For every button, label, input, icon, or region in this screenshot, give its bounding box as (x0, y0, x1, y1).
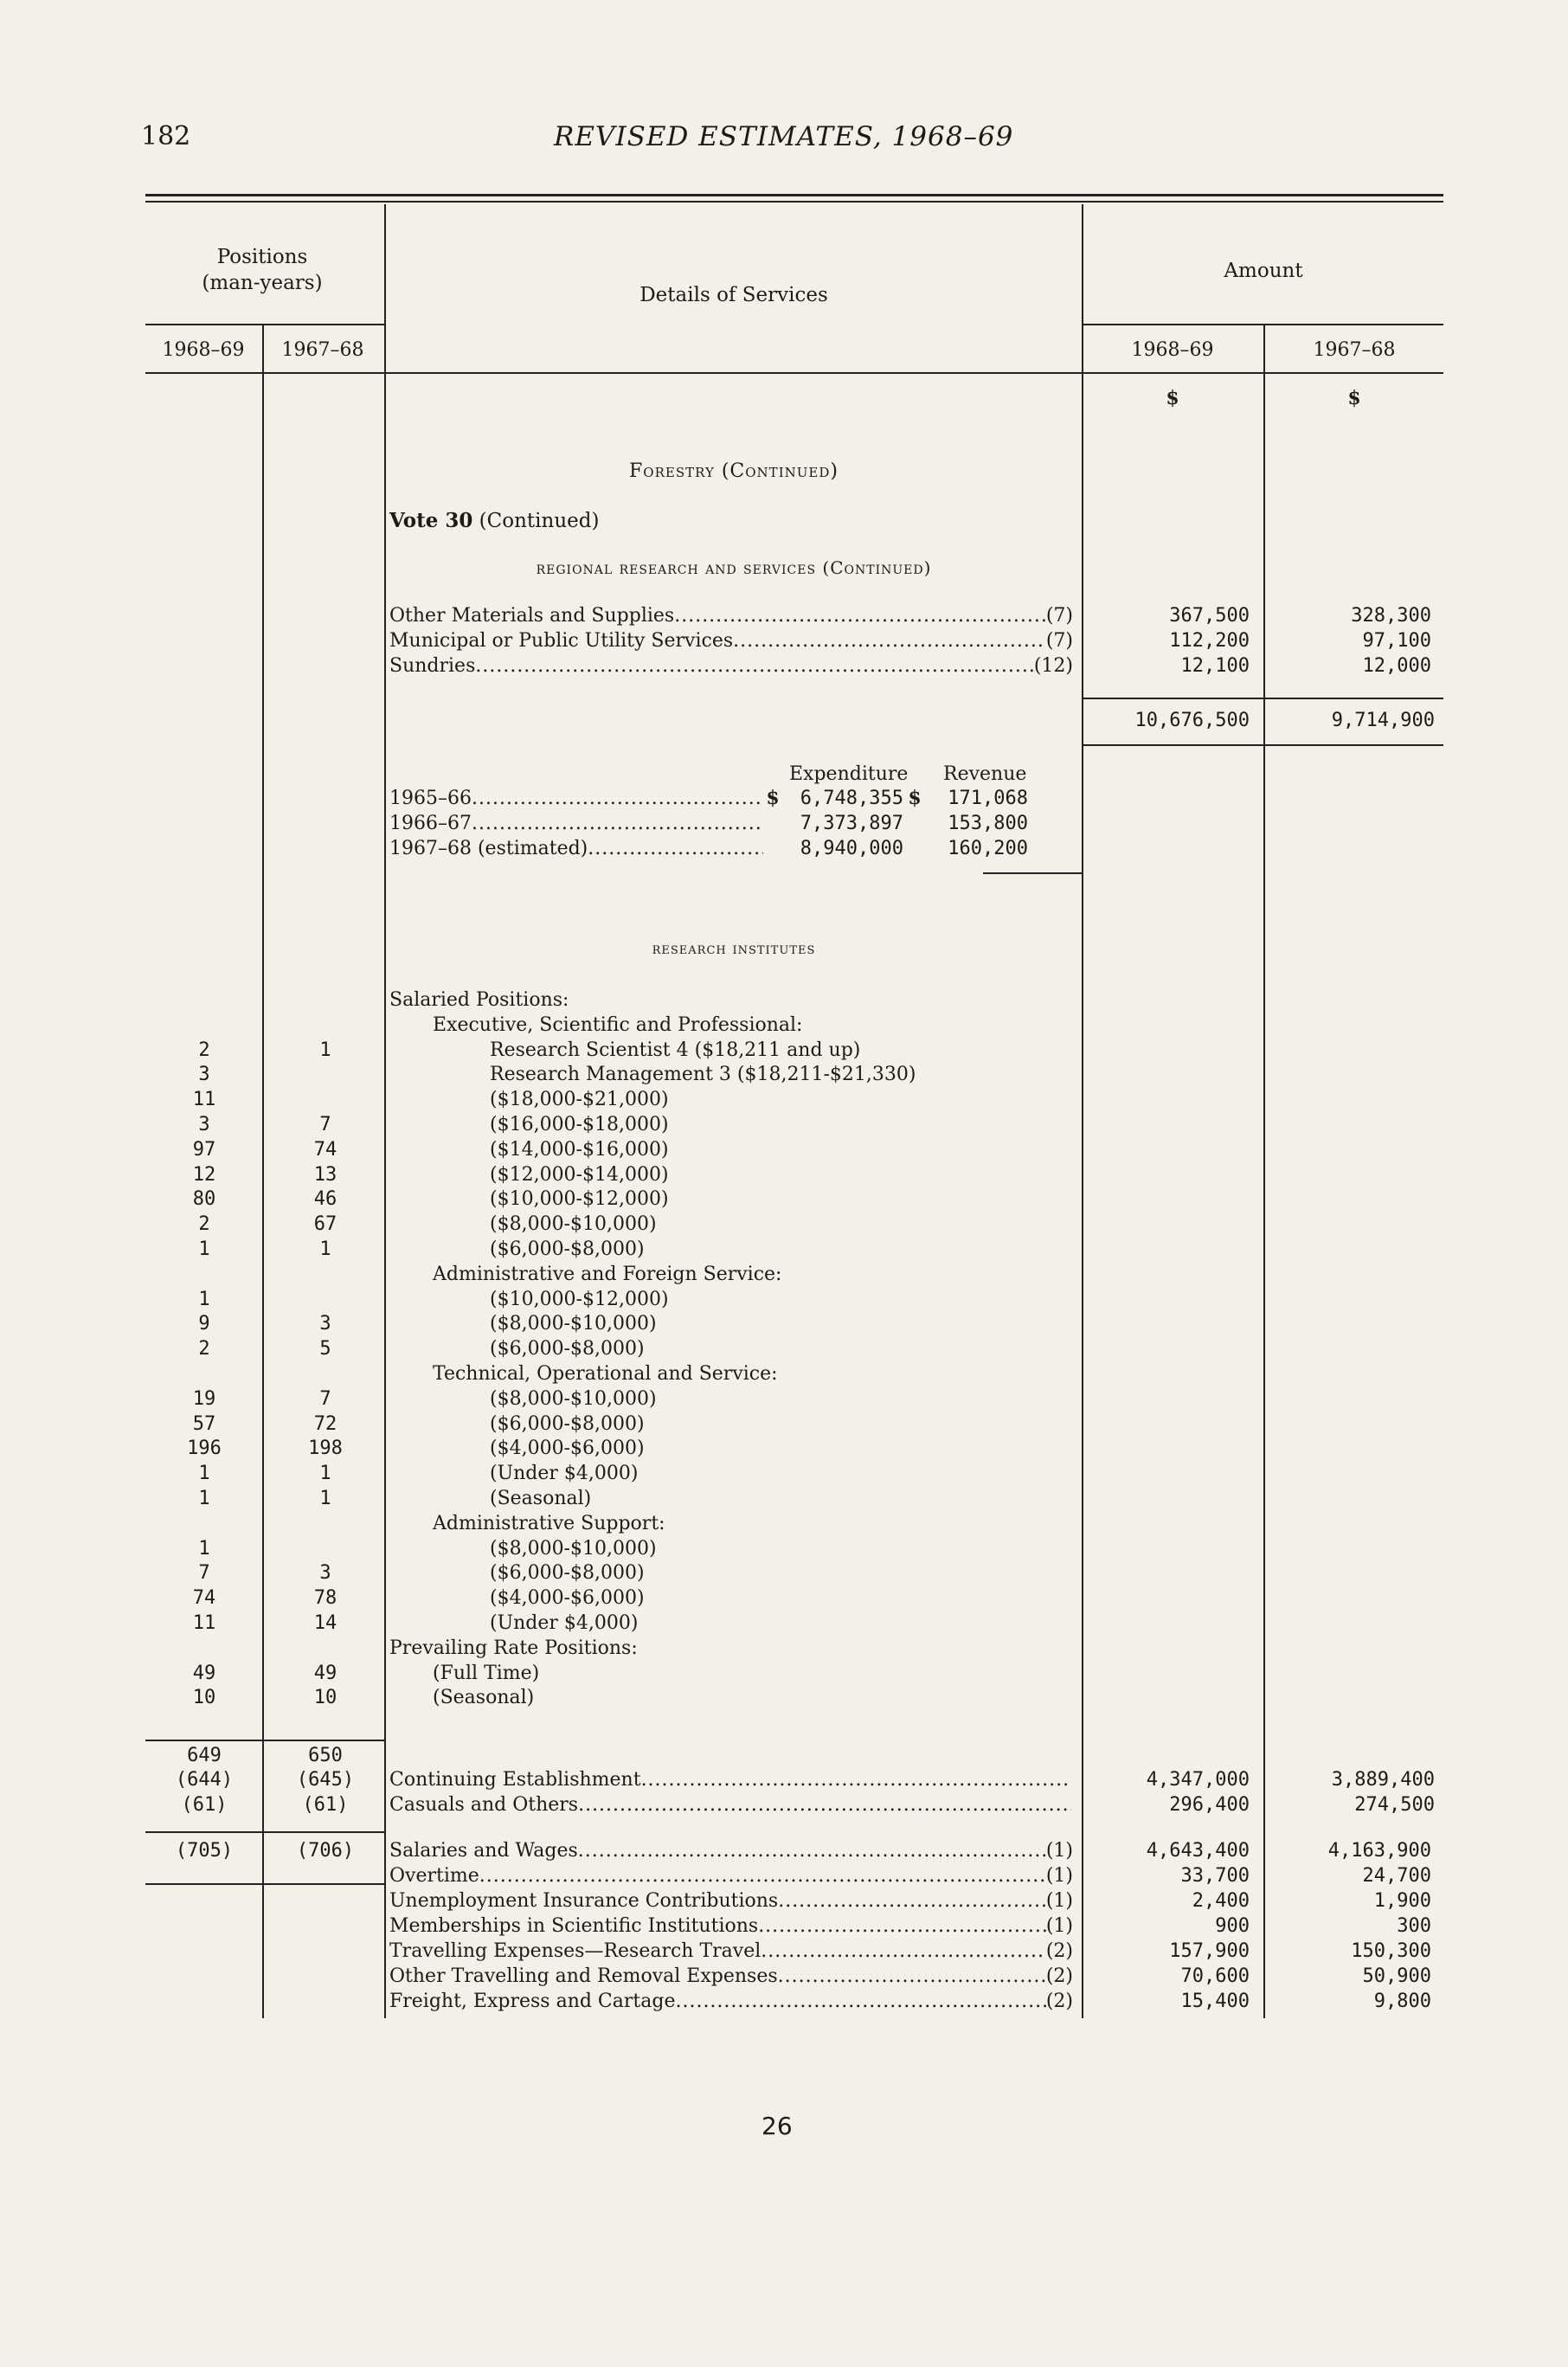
history-row (389, 811, 1082, 836)
position-count-1968: 2 (198, 1338, 210, 1360)
position-count-1967: 74 (313, 1138, 337, 1161)
position-row (145, 1560, 1083, 1586)
expense-amount-1968: 900 (1215, 1915, 1250, 1937)
position-count-1968: 1 (198, 1487, 210, 1509)
position-description: ($4,000-$6,000) (490, 1438, 645, 1460)
position-row (145, 1262, 1083, 1287)
item-amount-1967: 12,000 (1362, 655, 1431, 677)
position-count-1968: 3 (198, 1113, 210, 1135)
leader-dots (479, 1863, 1046, 1888)
regional-item-row (389, 628, 1443, 653)
casuals-positions-1967: (61) (302, 1794, 349, 1816)
page-code: 26 (762, 2112, 793, 2140)
col-amount-1967: 1967–68 (1313, 339, 1396, 361)
position-description: ($8,000-$10,000) (490, 1313, 657, 1335)
expense-amount-1968: 33,700 (1180, 1865, 1250, 1887)
regional-total-1967: 9,714,900 (1331, 710, 1435, 731)
institutes-heading: research institutes (652, 940, 816, 958)
position-count-1968: 1 (198, 1288, 210, 1310)
position-count-1968: 2 (198, 1213, 210, 1236)
position-row (145, 1062, 1083, 1087)
amount-header: Amount (1224, 260, 1303, 282)
expense-row (389, 1863, 1443, 1888)
position-description: (Under $4,000) (490, 1611, 639, 1634)
position-count-1967: 13 (313, 1163, 337, 1186)
position-count-1968: 11 (192, 1089, 216, 1111)
regional-total-rule-1968 (1083, 698, 1263, 699)
regional-item-row (389, 603, 1443, 628)
expense-label (389, 1838, 1073, 1863)
position-count-1967: 3 (319, 1313, 331, 1335)
continuing-positions-1968: (644) (175, 1769, 234, 1791)
header-bottom-rule (145, 372, 1443, 374)
history-year-label: 1966–67 (389, 813, 472, 834)
position-count-1968: 3 (198, 1064, 210, 1086)
expense-amount-1968: 2,400 (1192, 1890, 1250, 1912)
continuing-establishment (389, 1767, 1071, 1792)
expense-code: (1) (1045, 1865, 1073, 1887)
position-description: ($8,000-$10,000) (490, 1213, 657, 1236)
expense-name: Overtime (389, 1865, 479, 1887)
item-amount-1968: 367,500 (1169, 605, 1250, 627)
history-rule (983, 872, 1082, 874)
position-description: ($10,000-$12,000) (490, 1288, 669, 1310)
leader-dots (778, 1964, 1046, 1989)
expense-code: (2) (1045, 1965, 1073, 1987)
item-amount-1967: 328,300 (1351, 605, 1431, 627)
regional-total-1968: 10,676,500 (1134, 710, 1250, 731)
position-description: ($6,000-$8,000) (490, 1238, 645, 1260)
total-positions-1968: 649 (187, 1745, 222, 1766)
position-count-1968: 1 (198, 1238, 210, 1260)
position-row (145, 1611, 1083, 1636)
position-count-1967: 46 (313, 1188, 337, 1211)
history-dollar-exp (763, 836, 782, 861)
expense-amount-1968: 4,643,400 (1146, 1840, 1250, 1862)
item-code: (7) (1045, 605, 1073, 627)
history-row (389, 786, 1082, 811)
expense-name: Other Travelling and Removal Expenses (389, 1965, 778, 1987)
position-row (145, 1237, 1083, 1262)
expense-amount-1967: 150,300 (1351, 1940, 1431, 1962)
position-row (145, 1311, 1083, 1336)
top-rule-2 (145, 201, 1443, 203)
expense-amount-1967: 1,900 (1373, 1890, 1431, 1912)
history-expenditure: 7,373,897 (800, 813, 903, 834)
position-description: Salaried Positions: (389, 989, 569, 1011)
item-code: (7) (1045, 630, 1073, 652)
position-row (145, 1137, 1083, 1162)
expense-name: Memberships in Scientific Institutions (389, 1915, 759, 1937)
position-row (145, 1636, 1083, 1661)
item-label: Sundries (389, 655, 476, 677)
col-positions-1967: 1967–68 (281, 339, 364, 361)
casuals-and-others (389, 1792, 1071, 1817)
casuals-1967: 274,500 (1354, 1794, 1435, 1816)
position-description: Executive, Scientific and Professional: (433, 1013, 803, 1036)
expense-label (389, 1939, 1073, 1964)
regional-total-rule-1967 (1265, 698, 1443, 699)
salaries-positions-1968: (705) (175, 1840, 234, 1862)
position-count-1968: 9 (198, 1313, 210, 1335)
item-amount-1968: 112,200 (1169, 630, 1250, 652)
leader-dots (758, 1914, 1046, 1939)
page-title: REVISED ESTIMATES, 1968–69 (554, 121, 1014, 152)
position-count-1967: 67 (313, 1213, 337, 1236)
position-count-1967: 78 (313, 1587, 337, 1610)
salaries-positions-1967: (706) (296, 1840, 355, 1862)
position-description: ($8,000-$10,000) (490, 1387, 657, 1410)
history-year (389, 811, 763, 836)
history-expenditure: 6,748,355 (800, 788, 903, 809)
positions-header-rule (145, 324, 384, 325)
expense-name: Travelling Expenses—Research Travel (389, 1940, 762, 1962)
position-description: ($16,000-$18,000) (490, 1113, 669, 1135)
regional-total-bottom-rule-1968 (1083, 744, 1263, 746)
expense-name: Unemployment Insurance Contributions (389, 1890, 779, 1912)
expense-amount-1968: 70,600 (1180, 1965, 1250, 1987)
history-revenue: 171,068 (948, 788, 1028, 809)
history-dollar-rev: $ (908, 787, 922, 809)
leader-dots (472, 811, 763, 836)
currency-1967: $ (1347, 387, 1361, 409)
position-count-1967: 49 (313, 1662, 337, 1684)
positions-total-rule (145, 1740, 384, 1741)
continuing-1967: 3,889,400 (1331, 1769, 1435, 1791)
position-count-1968: 2 (198, 1039, 210, 1061)
position-count-1967: 1 (319, 1039, 331, 1061)
vote-rest: (Continued) (472, 510, 600, 532)
position-row (145, 1087, 1083, 1112)
expense-code: (1) (1045, 1890, 1073, 1912)
position-row (145, 1187, 1083, 1212)
positions-list (145, 987, 1083, 1710)
position-row (145, 1336, 1083, 1361)
position-count-1968: 97 (192, 1138, 216, 1161)
casuals-label: Casuals and Others (389, 1794, 579, 1816)
expense-label (389, 1964, 1073, 1989)
position-count-1968: 19 (192, 1387, 216, 1410)
positions-label: Positions (216, 246, 308, 268)
position-count-1967: 10 (313, 1687, 337, 1709)
leader-dots (761, 1939, 1046, 1964)
position-count-1967: 1 (319, 1487, 331, 1509)
col-divider-positions (262, 324, 264, 374)
item-amount-1967: 97,100 (1362, 630, 1431, 652)
position-row (145, 1038, 1083, 1063)
history-dollar-rev (903, 811, 926, 836)
position-description: ($18,000-$21,000) (490, 1089, 669, 1111)
currency-1968: $ (1166, 387, 1179, 409)
leader-dots (472, 786, 763, 811)
position-row (145, 1685, 1083, 1710)
casuals-positions-1968: (61) (181, 1794, 228, 1816)
regional-total-bottom-rule-1967 (1265, 744, 1443, 746)
position-count-1968: 7 (198, 1562, 210, 1585)
col-positions-1968: 1968–69 (162, 339, 245, 361)
regional-items (389, 603, 1443, 679)
expense-label (389, 1914, 1073, 1939)
position-count-1967: 14 (313, 1611, 337, 1634)
casuals-1968: 296,400 (1169, 1794, 1250, 1816)
history-table (389, 786, 1082, 861)
position-count-1968: 11 (192, 1611, 216, 1634)
expense-amount-1967: 4,163,900 (1327, 1840, 1431, 1862)
expense-items (389, 1838, 1443, 2014)
col-amount-1968: 1968–69 (1131, 339, 1214, 361)
expense-amount-1967: 24,700 (1362, 1865, 1431, 1887)
position-count-1968: 10 (192, 1687, 216, 1709)
position-row (145, 1486, 1083, 1511)
position-count-1967: 7 (319, 1113, 331, 1135)
position-count-1968: 57 (192, 1412, 216, 1435)
position-row (145, 1013, 1083, 1038)
regional-item-label (389, 653, 1073, 679)
history-header-revenue: Revenue (943, 763, 1027, 785)
position-description: ($6,000-$8,000) (490, 1412, 645, 1435)
position-count-1968: 12 (192, 1163, 216, 1186)
salaries-top-rule (145, 1831, 384, 1833)
expense-row (389, 1888, 1443, 1914)
item-label: Other Materials and Supplies (389, 605, 675, 627)
expense-name: Salaries and Wages (389, 1840, 578, 1862)
position-row (145, 987, 1083, 1013)
expense-code: (2) (1045, 1991, 1073, 2012)
expense-row (389, 1964, 1443, 1989)
position-description: (Seasonal) (433, 1687, 535, 1709)
position-description: Research Scientist 4 ($18,211 and up) (490, 1039, 861, 1061)
position-description: Prevailing Rate Positions: (389, 1637, 638, 1659)
history-year (389, 786, 763, 811)
history-dollar-rev (903, 836, 926, 861)
position-description: Technical, Operational and Service: (433, 1362, 778, 1385)
item-label: Municipal or Public Utility Services (389, 630, 734, 652)
position-row (145, 1511, 1083, 1536)
total-positions-1967: 650 (308, 1745, 343, 1766)
expense-code: (2) (1045, 1940, 1073, 1962)
regional-item-row (389, 653, 1443, 679)
position-description: ($4,000-$6,000) (490, 1587, 645, 1610)
position-row (145, 1162, 1083, 1187)
continuing-1968: 4,347,000 (1146, 1769, 1250, 1791)
regional-heading: regional research and services (Continued) (536, 557, 932, 578)
history-year-label: 1965–66 (389, 788, 472, 809)
position-count-1968: 1 (198, 1463, 210, 1485)
leader-dots (778, 1888, 1046, 1914)
item-amount-1968: 12,100 (1180, 655, 1250, 677)
position-description: ($6,000-$8,000) (490, 1562, 645, 1585)
leader-dots (674, 603, 1046, 628)
position-description: ($14,000-$16,000) (490, 1138, 669, 1161)
expense-row (389, 1838, 1443, 1863)
position-count-1967: 7 (319, 1387, 331, 1410)
expense-amount-1967: 50,900 (1362, 1965, 1431, 1987)
history-dollar-exp (763, 811, 782, 836)
position-count-1967: 1 (319, 1463, 331, 1485)
expense-amount-1968: 15,400 (1180, 1991, 1250, 2012)
expense-row (389, 1989, 1443, 2014)
history-revenue: 153,800 (948, 813, 1028, 834)
top-rule (145, 194, 1443, 196)
page-number: 182 (141, 121, 191, 151)
position-description: ($10,000-$12,000) (490, 1188, 669, 1211)
position-count-1967: 72 (313, 1412, 337, 1435)
expense-label (389, 1863, 1073, 1888)
position-count-1967: 5 (319, 1338, 331, 1360)
history-row (389, 836, 1082, 861)
position-row (145, 1461, 1083, 1486)
regional-item-label (389, 628, 1073, 653)
history-year-label: 1967–68 (estimated) (389, 838, 588, 859)
leader-dots (733, 628, 1046, 653)
regional-item-label (389, 603, 1073, 628)
expense-amount-1967: 9,800 (1373, 1991, 1431, 2012)
vote-heading (389, 509, 599, 532)
position-row (145, 1536, 1083, 1561)
history-dollar-exp: $ (766, 787, 780, 809)
position-count-1967: 1 (319, 1238, 331, 1260)
position-description: Research Management 3 ($18,211-$21,330) (490, 1064, 916, 1086)
expense-amount-1968: 157,900 (1169, 1940, 1250, 1962)
forestry-heading: Forestry (Continued) (629, 460, 839, 482)
position-description: ($8,000-$10,000) (490, 1537, 657, 1560)
details-header: Details of Services (639, 284, 828, 306)
continuing-positions-1967: (645) (296, 1769, 355, 1791)
expense-code: (1) (1045, 1840, 1073, 1862)
position-row (145, 1586, 1083, 1611)
expense-amount-1967: 300 (1397, 1915, 1431, 1937)
position-count-1968: 74 (192, 1587, 216, 1610)
position-description: ($12,000-$14,000) (490, 1163, 669, 1186)
vote-bold: Vote 30 (389, 509, 473, 532)
expense-row (389, 1914, 1443, 1939)
history-expenditure: 8,940,000 (800, 838, 903, 859)
history-year (389, 836, 763, 861)
position-count-1968: 80 (192, 1188, 216, 1211)
position-description: (Seasonal) (490, 1487, 592, 1509)
position-description: (Full Time) (433, 1662, 540, 1684)
position-count-1968: 196 (187, 1438, 222, 1460)
position-count-1968: 1 (198, 1537, 210, 1560)
history-revenue: 160,200 (948, 838, 1028, 859)
continuing-label: Continuing Establishment (389, 1769, 641, 1791)
leader-dots (475, 653, 1033, 679)
salaries-bottom-rule (145, 1883, 384, 1885)
position-count-1968: 49 (192, 1662, 216, 1684)
expense-label (389, 1989, 1073, 2014)
expense-code: (1) (1045, 1915, 1073, 1937)
position-row (145, 1287, 1083, 1312)
position-description: (Under $4,000) (490, 1463, 639, 1485)
expense-label (389, 1888, 1073, 1914)
position-row (145, 1112, 1083, 1137)
man-years-label: (man-years) (202, 272, 323, 294)
position-description: Administrative Support: (433, 1512, 665, 1534)
history-header-expenditure: Expenditure (789, 763, 909, 785)
position-row (145, 1386, 1083, 1412)
leader-dots (675, 1989, 1045, 2014)
position-description: ($6,000-$8,000) (490, 1338, 645, 1360)
expense-name: Freight, Express and Cartage (389, 1991, 676, 2012)
position-row (145, 1661, 1083, 1686)
position-count-1967: 198 (308, 1438, 343, 1460)
position-row (145, 1436, 1083, 1461)
position-description: Administrative and Foreign Service: (433, 1263, 782, 1285)
item-code: (12) (1033, 655, 1073, 677)
position-count-1967: 3 (319, 1562, 331, 1585)
leader-dots (588, 836, 763, 861)
col-divider-amount (1263, 324, 1265, 2018)
expense-row (389, 1939, 1443, 1964)
positions-header (145, 244, 379, 296)
position-row (145, 1412, 1083, 1437)
position-row (145, 1212, 1083, 1237)
position-row (145, 1361, 1083, 1386)
leader-dots (578, 1838, 1046, 1863)
